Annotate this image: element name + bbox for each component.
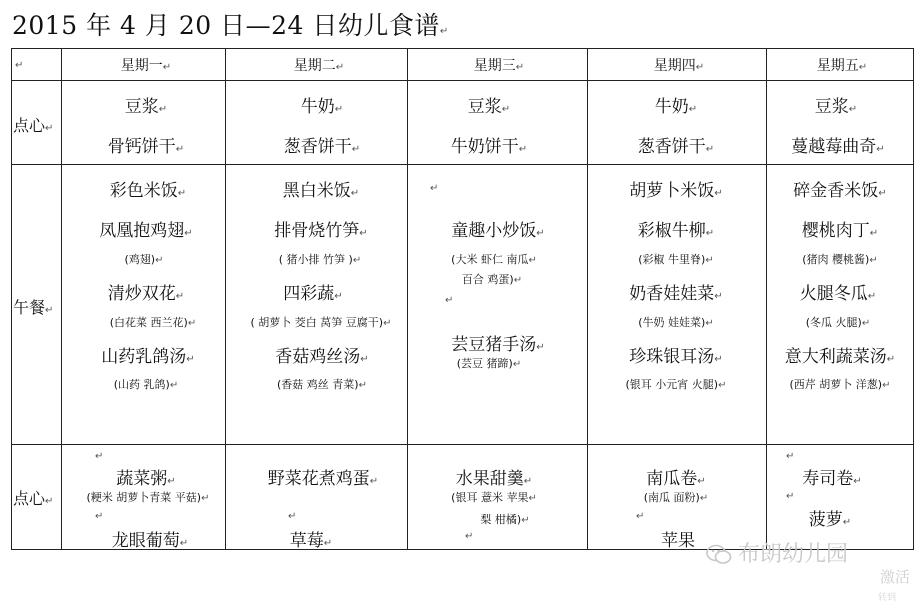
snack-pm-thu-ingredients-1: (南瓜 面粉)↵ [643,491,709,504]
snack-pm-mon-dish-1: 蔬菜粥↵ [116,469,176,489]
snack-pm-wed-ingredients-1a: (银耳 薏米 苹果↵ [451,491,537,504]
lunch-tue-dish-1: 黑白米饭↵ [282,181,360,201]
table-border-top [11,48,914,49]
lunch-fri-dish-2: 樱桃肉丁↵ [801,221,879,241]
lunch-mon-dish-4: 山药乳鸽汤↵ [101,347,195,367]
snack-am-mon-2: 骨钙饼干↵ [107,137,185,157]
snack-pm-mon-mark-2: ↵ [95,511,104,522]
lunch-wed-dish-2: 芸豆猪手汤↵ [451,335,545,355]
snack-pm-mon-mark: ↵ [95,451,104,462]
watermark [706,537,848,568]
snack-pm-fri-mark: ↵ [786,451,795,462]
lunch-tue-dish-2: 排骨烧竹笋↵ [274,221,368,241]
lunch-tue-ingredients-2: ( 猪小排 竹笋 )↵ [278,253,362,266]
table-col-divider-1 [61,48,62,550]
lunch-thu-ingredients-4: (银耳 小元宵 火腿)↵ [625,378,727,391]
table-col-divider-5 [766,48,767,550]
snack-am-tue-1: 牛奶↵ [300,97,344,117]
lunch-thu-dish-2: 彩椒牛柳↵ [637,221,715,241]
snack-am-fri-1: 豆浆↵ [814,97,858,117]
lunch-thu-dish-1: 胡萝卜米饭↵ [629,181,723,201]
watermark-text: 布朗幼儿园 [738,542,849,567]
lunch-thu-ingredients-3: (牛奶 娃娃菜)↵ [638,316,714,329]
table-border-right [913,48,914,550]
snack-am-thu-1: 牛奶↵ [654,97,698,117]
snack-pm-tue-dish-1: 野菜花煮鸡蛋↵ [267,469,379,489]
snack-pm-wed-mark: ↵ [465,531,474,542]
row-label-lunch: 午餐↵ [13,298,54,317]
snack-pm-wed-ingredients-1b: 梨 柑橘)↵ [480,513,530,526]
lunch-thu-ingredients-2: (彩椒 牛里脊)↵ [638,253,714,266]
table-divider-lunch [11,444,914,445]
activate-watermark: 激活 [880,568,911,586]
lunch-fri-dish-4: 意大利蔬菜汤↵ [784,347,896,367]
lunch-mon-ingredients-2: (鸡翅)↵ [124,253,164,266]
lunch-fri-ingredients-2: (猪肉 樱桃酱)↵ [802,253,878,266]
lunch-mon-dish-3: 清炒双花↵ [107,284,185,304]
lunch-wed-ingredients-1b: 百合 鸡蛋)↵ [461,273,523,286]
snack-pm-fri-dish-1: 寿司卷↵ [802,469,862,489]
snack-pm-mon-dish-2: 龙眼葡萄↵ [111,531,189,551]
lunch-wed-empty-mark: ↵ [430,183,439,194]
activate-watermark-2: 转到 [878,593,897,603]
lunch-tue-dish-3: 四彩蔬↵ [283,284,343,304]
table-col-divider-4 [587,48,588,550]
snack-am-thu-2: 葱香饼干↵ [637,137,715,157]
lunch-tue-ingredients-3: ( 胡萝卜 茭白 莴笋 豆腐干)↵ [250,316,392,329]
day-header-thu: 星期四↵ [653,58,705,74]
lunch-fri-ingredients-4: (西芹 胡萝卜 洋葱)↵ [789,378,891,391]
snack-pm-mon-ingredients-1: (粳米 胡萝卜青菜 平菇)↵ [86,491,210,504]
day-header-wed: 星期三↵ [473,58,525,74]
row-label-snack-pm: 点心↵ [13,489,54,508]
snack-pm-tue-dish-2: 草莓↵ [289,531,333,551]
table-border-left [11,48,12,550]
lunch-thu-dish-3: 奶香娃娃菜↵ [629,284,723,304]
snack-pm-thu-mark: ↵ [636,511,645,522]
snack-am-wed-1: 豆浆↵ [467,97,511,117]
day-header-tue: 星期二↵ [293,58,345,74]
lunch-mon-dish-2: 凤凰抱鸡翅↵ [99,221,193,241]
snack-am-tue-2: 葱香饼干↵ [283,137,361,157]
lunch-mon-dish-1: 彩色米饭↵ [109,181,187,201]
wechat-icon [706,544,732,566]
lunch-mon-ingredients-3: (白花菜 西兰花)↵ [109,316,197,329]
lunch-tue-ingredients-4: (香菇 鸡丝 青菜)↵ [277,378,367,391]
lunch-mon-ingredients-4: (山药 乳鸽)↵ [113,378,179,391]
snack-am-wed-2: 牛奶饼干↵ [450,137,528,157]
snack-pm-thu-dish-2: 苹果 [661,531,695,551]
snack-pm-wed-dish-1: 水果甜羹↵ [455,469,533,489]
snack-pm-fri-dish-2: 菠萝↵ [808,510,852,530]
snack-am-fri-2: 蔓越莓曲奇↵ [791,137,885,157]
row-label-snack-am: 点心↵ [13,116,54,135]
lunch-wed-ingredients-2: (芸豆 猪蹄)↵ [456,357,522,370]
snack-am-mon-1: 豆浆↵ [124,97,168,117]
page-title: 2015 年 4 月 20 日—24 日幼儿食谱↵ [12,11,449,40]
lunch-thu-dish-4: 珍珠银耳汤↵ [629,347,723,367]
table-divider-header [11,80,914,81]
lunch-wed-ingredients-1a: (大米 虾仁 南瓜↵ [451,253,537,266]
table-col-divider-3 [407,48,408,550]
day-header-fri: 星期五↵ [816,58,868,74]
snack-pm-fri-mark-2: ↵ [786,491,795,502]
snack-pm-thu-dish-1: 南瓜卷↵ [646,469,706,489]
lunch-fri-dish-1: 碎金香米饭↵ [793,181,887,201]
lunch-tue-dish-4: 香菇鸡丝汤↵ [275,347,369,367]
table-divider-snack-am [11,164,914,165]
snack-pm-tue-mark: ↵ [288,511,297,522]
table-col-divider-2 [225,48,226,550]
lunch-wed-empty-mark-2: ↵ [445,295,454,306]
header-corner-mark: ↵ [15,60,24,71]
lunch-fri-dish-3: 火腿冬瓜↵ [799,284,877,304]
lunch-fri-ingredients-3: (冬瓜 火腿)↵ [805,316,871,329]
lunch-wed-dish-1: 童趣小炒饭↵ [451,221,545,241]
day-header-mon: 星期一↵ [120,58,172,74]
